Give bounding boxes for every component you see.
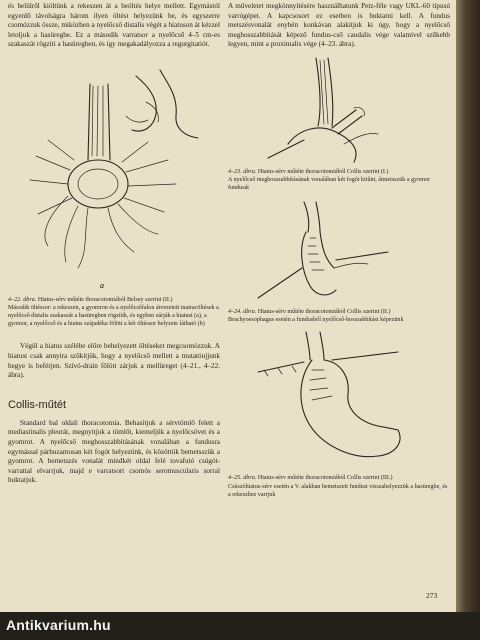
caption-24-body: Brachyoesophagus esetén a fundusból nyelőcső-hosszabbítást képezünk	[228, 317, 404, 324]
caption-4-25	[228, 474, 450, 498]
caption-23-title: Hiatus-sérv műtéte thoracotomiából Collis szerint (I.)	[257, 168, 389, 175]
left-column	[8, 0, 220, 486]
figure-4-25	[228, 330, 450, 472]
caption-4-22	[8, 296, 220, 328]
figure-4-23	[228, 54, 450, 166]
caption-4-23	[228, 168, 450, 192]
caption-24-title: Hiatus-sérv műtéte thoracotomiából Collis szerint (II.)	[257, 309, 391, 316]
esophagus-lengthening-illustration	[228, 198, 450, 306]
caption-25-title: Hiatus-sérv műtéte thoracotomiából Collis szerint (III.)	[257, 475, 393, 482]
stomach-repair-illustration	[228, 330, 450, 472]
figure-4-22	[8, 56, 220, 294]
collis-paragraph: Standard bal oldali thoracotomia. Behasítjuk a sérvtömlő felett a mediastinalis pleurát, megnyitjuk a tömlőt, kiemeljük a nyelőcsövet és a gyomrot. A nyelőcső meghosszabbításának vonalában a fundusra egymással párhuzamosan két fogót helyezünk, és közöttük bemetsszük a gyomrot. A bemetszés vonalát mindkét oldal felé tovafutó csúgót-varrattal elvarrjuk, majd e varratsort csomós seromuscularis sorral huktatjuk.	[8, 418, 220, 485]
watermark-logo: Antikvarium.hu	[6, 617, 111, 633]
caption-23-number: 4–23. ábra.	[228, 168, 257, 175]
caption-4-24	[228, 308, 450, 324]
closing-paragraph-left: Végül a hiatus szélébe előre behelyezett öltéseket megcsomózzuk. A hiatust csak annyira szűkítjük, hogy a nyelőcső mellett a mutatóujjunk hegye is beférjen. Szívó-drain fölött zárjuk a mellüreget (4–21., 4–22. ábra).	[8, 342, 220, 380]
caption-22-title: Hiatus-sérv műtéte thoracotomiából Belsey szerint (II.)	[37, 296, 173, 303]
caption-24-number: 4–24. ábra.	[228, 309, 257, 316]
fundus-clamp-illustration	[228, 54, 450, 166]
caption-25-body: Csúszóhiatus-sérv esetén a V. alakban bemetszett fundust visszahelyezzük a hasüregbe, és a rekeszhez varrjuk	[228, 483, 448, 498]
intro-paragraph-right: A műveletet megkönnyítésére használhatunk Petz-féle vagy UKL-60 típusú varrógépet. A kapcsosort ez esetben is buktatni kell. A fundus metszésvonalát enyhén konkávan alakítjuk ki úgy, hogy a nyelőcső meghosszabbítását képező fundus-cső caudalis vége valamivel szűkebb legyen, mint a proximalis vége (4–23. ábra).	[228, 2, 450, 49]
caption-22-number: 4–22. ábra.	[8, 296, 37, 303]
section-heading-collis: Collis-műtét	[8, 398, 67, 411]
caption-23-body: A nyelőcső meghosszabbításának vonalában két fogót kitűnt, átmetsszük a gyomor fundusát	[228, 177, 431, 192]
right-column	[228, 0, 450, 499]
figure-label-a: a	[100, 280, 104, 290]
figure-4-24	[228, 198, 450, 306]
caption-22-body: Második öltéssor: a rekeszen, a gyomron és a nyelőcsőfalon átvezetett matracöltések a nyelőcső distalis szakaszát a hasüregben rögzítik, és egyben zárják a hiatust (a), a gyomor, a nyelőcső és a hiatus szájadéka fölött a két öltéssor helyzete látható (b)	[8, 305, 219, 328]
book-spine-edge	[456, 0, 480, 612]
page-number: 273	[426, 591, 438, 600]
esophagus-hiatus-illustration	[8, 56, 220, 294]
caption-25-number: 4–25. ábra.	[228, 475, 257, 482]
intro-paragraph-left: és belülről kiöltünk a rekeszen át a beöltés helye mellett. Egymástól egyenlő távolságra három ilyen öltést helyezünk be, és egyszerre csomózzuk össze, miközben a nyelőcső distalis végét a hiatuson át kézzel letoljuk a hasüregbe. Ez a második varratsor a nyelőcső 4–5 cm-es szakaszát rögzíti a hasüregben, és így megakadályozza a regurgitatiót.	[8, 2, 220, 49]
